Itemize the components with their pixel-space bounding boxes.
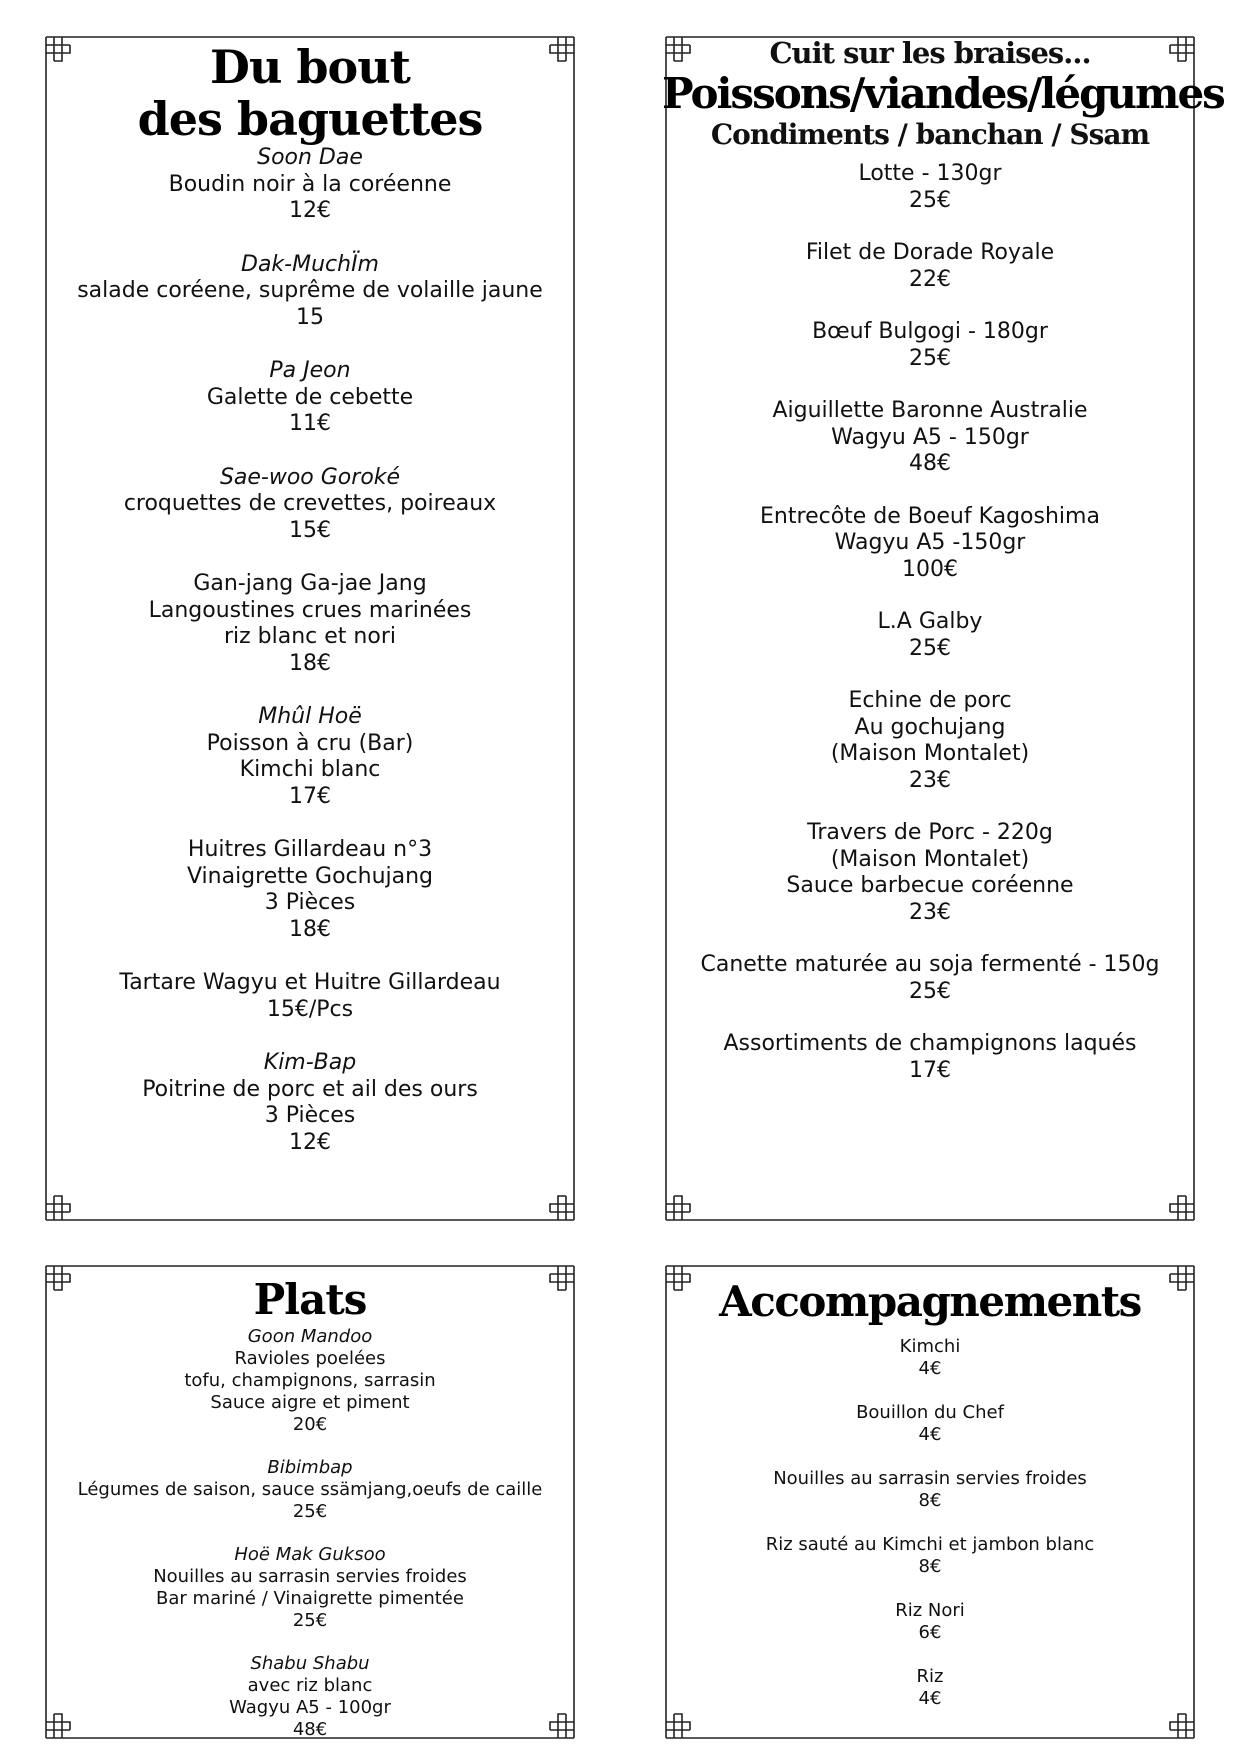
- panel-braises: [662, 33, 1224, 1224]
- dish-description: Travers de Porc - 220g: [807, 820, 1053, 845]
- panel-accompagnements: [662, 1262, 1198, 1742]
- section-supertitle: Cuit sur les braises...: [769, 36, 1091, 70]
- menu-list: [42, 145, 578, 1156]
- dish-description: Bouillon du Chef: [856, 1402, 1004, 1423]
- dish-price: 15: [296, 304, 324, 330]
- menu-item: [42, 1653, 578, 1741]
- menu-item: [662, 1534, 1198, 1578]
- dish-description: salade coréene, suprême de volaille jaune: [77, 278, 543, 303]
- dish-description: 3 Pièces: [264, 890, 356, 915]
- menu-list: [662, 1336, 1198, 1710]
- menu-item: [662, 240, 1198, 293]
- dish-price: 25€: [909, 187, 951, 213]
- dish-description: Riz Nori: [895, 1600, 965, 1621]
- dish-price: 25€: [909, 345, 951, 371]
- section-subtitle: Condiments / banchan / Ssam: [710, 118, 1150, 151]
- dish-price: 23€: [909, 767, 951, 793]
- dish-description: Au gochujang: [854, 714, 1006, 740]
- dish-name: Pa Jeon: [269, 358, 351, 383]
- dish-description: (Maison Montalet): [830, 846, 1030, 872]
- dish-description: Entrecôte de Boeuf Kagoshima: [760, 503, 1100, 529]
- dish-description: Wagyu A5 - 150gr: [831, 424, 1029, 450]
- corner-ornament: [666, 1188, 698, 1220]
- dish-description: Nouilles au sarrasin servies froides: [773, 1468, 1087, 1489]
- menu-list: [662, 161, 1198, 1084]
- menu-item: [42, 145, 578, 225]
- menu-item: [662, 952, 1198, 1005]
- menu-item: [662, 1600, 1198, 1644]
- dish-name: Kim-Bap: [263, 1050, 357, 1075]
- menu-item: [662, 161, 1198, 214]
- dish-description: Sauce aigre et piment: [210, 1392, 410, 1413]
- dish-price: 22€: [909, 266, 951, 292]
- menu-item: [42, 465, 578, 545]
- menu-item: [662, 688, 1198, 794]
- dish-description: riz blanc et nori: [223, 624, 396, 649]
- dish-price: 12€: [289, 198, 331, 223]
- dish-price: 25€: [292, 1501, 328, 1522]
- dish-price: 4€: [918, 1424, 942, 1445]
- menu-item: [42, 1050, 578, 1156]
- dish-name: Shabu Shabu: [250, 1653, 370, 1674]
- dish-price: 8€: [918, 1556, 942, 1577]
- dish-price: 18€: [289, 650, 331, 676]
- dish-description: Légumes de saison, sauce ssämjang,oeufs de caille: [77, 1479, 543, 1500]
- dish-price: 48€: [909, 451, 951, 476]
- dish-price: 12€: [289, 1129, 331, 1155]
- panel-du-bout-des-baguettes: [42, 33, 578, 1224]
- menu-item: [662, 504, 1198, 584]
- dish-description: Riz: [916, 1666, 944, 1687]
- dish-price: 11€: [289, 411, 331, 436]
- menu-item: [42, 970, 578, 1023]
- dish-price: 4€: [918, 1688, 942, 1709]
- panel-plats: [42, 1262, 578, 1742]
- menu-item: [662, 1402, 1198, 1446]
- dish-description: Nouilles au sarrasin servies froides: [153, 1566, 467, 1587]
- dish-description: Sauce barbecue coréenne: [786, 873, 1074, 898]
- menu-item: [662, 820, 1198, 926]
- dish-price: 25€: [292, 1610, 328, 1631]
- section-title: Accompagnements: [719, 1277, 1141, 1326]
- menu-item: [42, 837, 578, 943]
- dish-description: Bar mariné / Vinaigrette pimentée: [156, 1588, 464, 1609]
- dish-name: Sae-woo Goroké: [219, 464, 401, 490]
- dish-price: 8€: [918, 1490, 942, 1511]
- dish-description: Tartare Wagyu et Huitre Gillardeau: [119, 970, 501, 995]
- dish-description: avec riz blanc: [247, 1675, 373, 1696]
- menu-item: [662, 1666, 1198, 1710]
- dish-price: 20€: [292, 1414, 328, 1435]
- dish-description: croquettes de crevettes, poireaux: [123, 491, 497, 516]
- dish-name: Soon Dae: [257, 145, 363, 170]
- dish-price: 25€: [909, 978, 951, 1004]
- dish-name: Mhûl Hoë: [258, 704, 362, 729]
- dish-price: 48€: [292, 1719, 328, 1740]
- menu-item: [662, 398, 1198, 478]
- dish-price: 4€: [918, 1358, 942, 1379]
- menu-item: [662, 1336, 1198, 1380]
- menu-item: [42, 358, 578, 438]
- section-title: Poissons/viandes/légumes: [662, 69, 1224, 118]
- dish-price: 18€: [289, 916, 331, 942]
- dish-description: Riz sauté au Kimchi et jambon blanc: [765, 1534, 1095, 1555]
- dish-description: Echine de porc: [848, 688, 1012, 713]
- dish-description: Huitres Gillardeau n°3: [187, 837, 433, 862]
- dish-name: Bibimbap: [267, 1457, 353, 1478]
- dish-description: tofu, champignons, sarrasin: [184, 1370, 436, 1391]
- dish-description: L.A Galby: [877, 609, 983, 634]
- menu-item: [662, 1031, 1198, 1084]
- dish-description: Galette de cebette: [206, 384, 414, 410]
- menu-item: [42, 704, 578, 810]
- dish-price: 100€: [902, 556, 958, 582]
- dish-price: 6€: [918, 1622, 942, 1643]
- dish-description: Vinaigrette Gochujang: [186, 863, 434, 889]
- dish-price: 17€: [909, 1057, 951, 1083]
- dish-price: 17€: [289, 783, 331, 809]
- dish-description: Assortiments de champignons laqués: [723, 1031, 1137, 1056]
- section-title: Plats: [253, 1275, 367, 1324]
- menu-item: [42, 252, 578, 332]
- menu-item: [662, 319, 1198, 372]
- dish-description: Boudin noir à la coréenne: [168, 171, 452, 197]
- menu-item: [662, 1468, 1198, 1512]
- dish-description: Poitrine de porc et ail des ours: [142, 1076, 478, 1102]
- menu-item: [662, 609, 1198, 662]
- corner-ornament: [1162, 1188, 1194, 1220]
- dish-price: 25€: [909, 635, 951, 661]
- dish-description: Lotte - 130gr: [858, 161, 1002, 186]
- dish-price: 15€: [289, 517, 331, 543]
- dish-description: Ravioles poelées: [234, 1348, 386, 1369]
- dish-name: Hoë Mak Guksoo: [234, 1544, 386, 1565]
- dish-description: Filet de Dorade Royale: [805, 240, 1055, 265]
- corner-ornament: [46, 1188, 78, 1220]
- dish-price: 15€/Pcs: [266, 996, 354, 1022]
- dish-price: 23€: [909, 899, 951, 925]
- dish-description: Canette maturée au soja fermenté - 150g: [700, 952, 1160, 977]
- section-title: Du bout: [210, 40, 410, 94]
- dish-description: 3 Pièces: [264, 1103, 356, 1128]
- menu-item: [42, 1326, 578, 1436]
- dish-description: Wagyu A5 - 100gr: [229, 1697, 391, 1718]
- menu-item: [42, 1544, 578, 1632]
- dish-description: Kimchi blanc: [239, 757, 381, 782]
- dish-description: (Maison Montalet): [830, 741, 1030, 766]
- dish-description: Poisson à cru (Bar): [206, 730, 414, 756]
- dish-name: Dak-MuchÏm: [241, 251, 379, 277]
- dish-description: Gan-jang Ga-jae Jang: [193, 571, 427, 596]
- dish-description: Aiguillette Baronne Australie: [772, 398, 1088, 423]
- section-title-line2: des baguettes: [137, 92, 483, 146]
- dish-description: Kimchi: [899, 1336, 961, 1357]
- corner-ornament: [542, 1188, 574, 1220]
- dish-description: Langoustines crues marinées: [148, 597, 472, 623]
- menu-item: [42, 1457, 578, 1523]
- menu-item: [42, 571, 578, 677]
- dish-name: Goon Mandoo: [247, 1326, 373, 1347]
- dish-description: Wagyu A5 -150gr: [834, 530, 1026, 555]
- menu-list: [42, 1326, 578, 1741]
- dish-description: Bœuf Bulgogi - 180gr: [812, 319, 1048, 344]
